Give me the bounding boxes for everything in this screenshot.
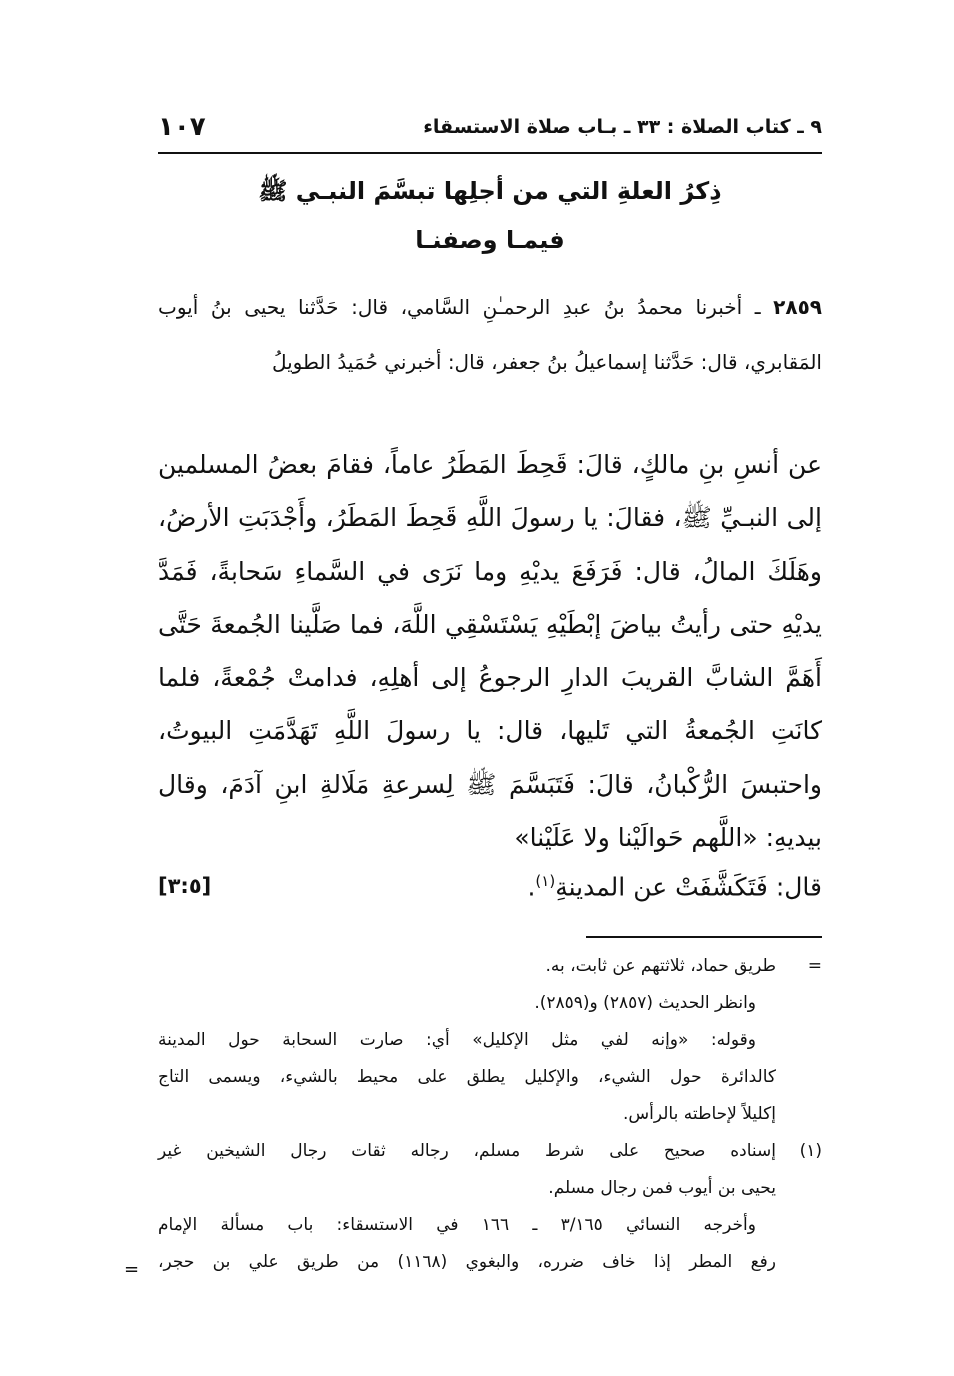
footnote-rule <box>586 936 822 938</box>
footnote-text: رفع المطر إذا خاف ضرره، والبغوي (١١٦٨) من طريق علي بن حجر، <box>158 1252 776 1272</box>
footnote-text: وأخرجه النسائي ٣/١٦٥ ـ ١٦٦ في الاستسقاء: باب مسألة الإمام <box>158 1215 756 1235</box>
footnote-mark: = <box>807 956 822 976</box>
footnote-text: وقوله: «وإنه لفي مثل الإكليل» أي: صارت السحابة حول المدينة <box>158 1030 756 1050</box>
running-title: ٩ ـ كتاب الصلاة : ٣٣ ـ بـاب صلاة الاستسقاء <box>423 116 822 138</box>
hadith-reference: [٣:٥] <box>158 874 212 898</box>
continuation-mark: = <box>124 1259 140 1280</box>
footnote-line <box>158 985 822 1022</box>
page-number: ١٠٧ <box>158 112 206 142</box>
footnote-text: وانظر الحديث (٢٨٥٧) و(٢٨٥٩). <box>534 993 756 1013</box>
hadith-matn: عن أنسِ بنِ مالكٍ، قالَ: قَحِطَ المَطَرُ عاماً، فقامَ بعضُ المسلمين إلى النبـيِّ ﷺ، فقالَ: يا رسولَ اللَّهِ قَحِطَ المَطَرُ، وأَجْدَبَتِ الأرضُ، وهَلَكَ المالُ، قال: فَرَفَعَ يديْهِ وما نَرَى في السَّماءِ سَحابةً، فَمَدَّ يديْهِ حتى رأيتُ بياضَ إبْطَيْهِ يَسْتَسْقِي اللَّهَ، فما صَلَّينا الجُمعةَ حَتَّى أَهَمَّ الشابَّ القريبَ الدارِ الرجوعُ إلى أهلِهِ، فدامتْ جُمْعةً، فلما كانَتِ الجُمعةُ التي تَليها، قال: يا رسولَ اللَّهِ تَهَدَّمَتِ البيوتُ، واحتبسَ الرُّكْبانُ، قالَ: فَتَبَسَّمَ ﷺ لِسرعةِ مَلَالةِ ابنِ آدَمَ، وقال بيديهِ: «اللَّهم حَوالَيْنا ولا عَلَيْنا» <box>158 450 822 853</box>
hadith-matn-last-line <box>158 866 822 910</box>
hadith-number: ٢٨٥٩ <box>773 295 822 319</box>
matn-last-words: قال: فَتَكَشَّفَتْ عن المدينةِ <box>555 872 822 902</box>
footnote-text: كالدائرة حول الشيء، والإكليل يطلق على محيط بالشيء، ويسمى التاج <box>158 1067 776 1087</box>
section-heading: ذِكرُ العلةِ التي من أجلِها تبسَّمَ النبـي ﷺ <box>258 177 722 205</box>
footnote-line <box>158 1244 822 1281</box>
hadith-isnad <box>158 280 822 390</box>
footnote-text: يحيى بن أيوب فمن رجال مسلم. <box>548 1178 776 1198</box>
footnote-line <box>158 1207 822 1244</box>
isnad-text: ـ أخبرنا محمدُ بنُ عبدِ الرحمـٰنِ السَّامي، قال: حَدَّثنا يحيى بنُ أيوب المَقابري، قال: حَدَّثنا إسماعيلُ بنُ جعفر، قال: أخبرني حُمَيدُ الطويلُ <box>158 295 822 374</box>
matn-end: . <box>527 872 536 902</box>
footnote-mark: (١) <box>799 1141 822 1161</box>
footnote-text: طريق حماد، ثلاثتهم عن ثابت، به. <box>545 956 776 976</box>
section-subheading: فيمـا وصفنـا <box>415 226 565 254</box>
footnote-line <box>158 948 822 985</box>
footnote-line <box>158 1022 822 1059</box>
header-rule <box>158 152 822 154</box>
footnote-text: إكليلاً لإحاطته بالرأس. <box>622 1104 776 1124</box>
footnote-text: إسناده صحيح على شرط مسلم، رجاله ثقات رجال الشيخين غير <box>158 1141 776 1161</box>
footnote-line <box>158 1096 822 1133</box>
footnote-line <box>158 1170 822 1207</box>
footnote-line <box>158 1059 822 1096</box>
footnotes <box>158 948 822 1281</box>
matn-last-text <box>527 872 822 901</box>
footnote-marker: (١) <box>535 872 556 890</box>
footnote-line <box>158 1133 822 1170</box>
